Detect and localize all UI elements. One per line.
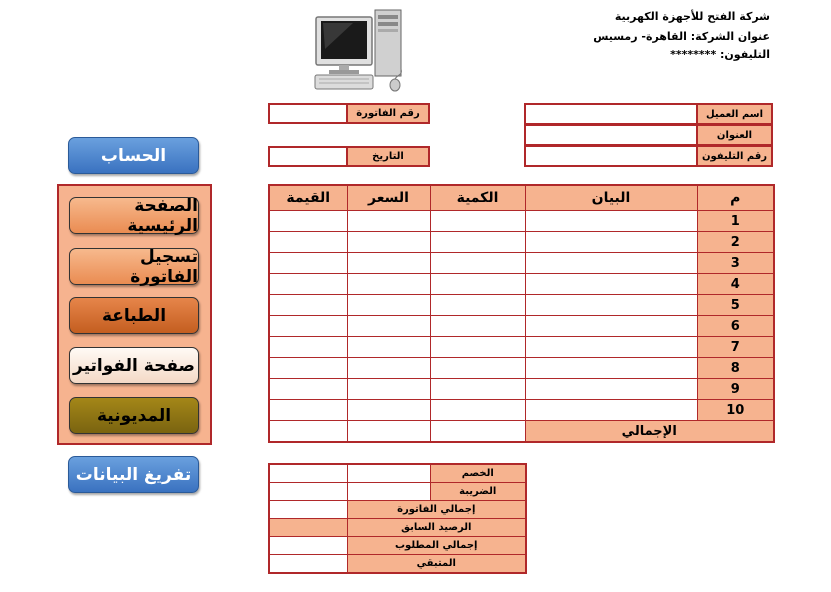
row-number: 10 (697, 400, 774, 421)
date-field[interactable] (268, 146, 348, 167)
row-number: 3 (697, 253, 774, 274)
desc-cell[interactable] (525, 232, 697, 253)
discount-amount-field[interactable] (269, 464, 347, 483)
summary-row (269, 501, 526, 519)
table-row (269, 211, 774, 232)
row-number: 6 (697, 316, 774, 337)
row-number: 7 (697, 337, 774, 358)
discount-value-field[interactable] (347, 464, 430, 483)
invoice-number-field[interactable] (268, 103, 348, 124)
row-number: 5 (697, 295, 774, 316)
value-cell[interactable] (269, 274, 347, 295)
qty-cell[interactable] (430, 274, 525, 295)
header-price: السعر (347, 185, 430, 211)
desc-cell[interactable] (525, 253, 697, 274)
debts-button[interactable]: المديونية (69, 397, 199, 434)
register-invoice-button[interactable]: تسجيل الفاتورة (69, 248, 199, 285)
company-phone: التليفون: ******** (670, 48, 770, 61)
remaining-field[interactable] (269, 555, 347, 574)
value-cell[interactable] (269, 379, 347, 400)
tax-amount-field[interactable] (269, 483, 347, 501)
price-cell[interactable] (347, 211, 430, 232)
tax-label: الضريبة (430, 483, 526, 501)
home-button[interactable]: الصفحة الرئيسية (69, 197, 199, 234)
row-number: 8 (697, 358, 774, 379)
value-cell[interactable] (269, 358, 347, 379)
desc-cell[interactable] (525, 316, 697, 337)
total-price[interactable] (347, 421, 430, 443)
row-number: 1 (697, 211, 774, 232)
value-cell[interactable] (269, 337, 347, 358)
header-value: القيمة (269, 185, 347, 211)
value-cell[interactable] (269, 253, 347, 274)
value-cell[interactable] (269, 232, 347, 253)
invoice-number-label: رقم الفاتورة (346, 103, 430, 124)
phone-field[interactable] (524, 145, 698, 167)
calc-button[interactable]: الحساب (68, 137, 199, 174)
desc-cell[interactable] (525, 379, 697, 400)
invoice-total-label: إجمالي الفاتورة (347, 501, 526, 519)
price-cell[interactable] (347, 316, 430, 337)
summary-row (269, 519, 526, 537)
table-row (269, 400, 774, 421)
company-address: عنوان الشركة: القاهرة- رمسيس (593, 30, 770, 43)
computer-icon (313, 9, 409, 93)
table-row (269, 295, 774, 316)
summary-row (269, 464, 526, 483)
invoice-total-field[interactable] (269, 501, 347, 519)
table-row (269, 274, 774, 295)
client-name-label: اسم العميل (696, 103, 773, 125)
qty-cell[interactable] (430, 316, 525, 337)
value-cell[interactable] (269, 316, 347, 337)
desc-cell[interactable] (525, 400, 697, 421)
total-value[interactable] (269, 421, 347, 443)
header-num: م (697, 185, 774, 211)
print-button[interactable]: الطباعة (69, 297, 199, 334)
qty-cell[interactable] (430, 337, 525, 358)
phone-label: رقم التليفون (696, 145, 773, 167)
qty-cell[interactable] (430, 253, 525, 274)
summary-row (269, 537, 526, 555)
discount-label: الخصم (430, 464, 526, 483)
total-row (269, 421, 774, 443)
clear-data-button[interactable]: تفريغ البيانات (68, 456, 199, 493)
price-cell[interactable] (347, 295, 430, 316)
invoices-page-button[interactable]: صفحة الفواتير (69, 347, 199, 384)
qty-cell[interactable] (430, 295, 525, 316)
value-cell[interactable] (269, 211, 347, 232)
qty-cell[interactable] (430, 400, 525, 421)
table-row (269, 232, 774, 253)
row-number: 9 (697, 379, 774, 400)
price-cell[interactable] (347, 253, 430, 274)
summary-table (268, 463, 527, 574)
qty-cell[interactable] (430, 358, 525, 379)
price-cell[interactable] (347, 232, 430, 253)
address-field[interactable] (524, 124, 698, 146)
qty-cell[interactable] (430, 211, 525, 232)
qty-cell[interactable] (430, 232, 525, 253)
client-name-field[interactable] (524, 103, 698, 125)
price-cell[interactable] (347, 400, 430, 421)
desc-cell[interactable] (525, 337, 697, 358)
prev-balance-field[interactable] (269, 519, 347, 537)
total-due-field[interactable] (269, 537, 347, 555)
desc-cell[interactable] (525, 274, 697, 295)
price-cell[interactable] (347, 274, 430, 295)
desc-cell[interactable] (525, 358, 697, 379)
table-row (269, 253, 774, 274)
remaining-label: المتبقي (347, 555, 526, 574)
total-due-label: إجمالي المطلوب (347, 537, 526, 555)
price-cell[interactable] (347, 358, 430, 379)
items-table (268, 184, 775, 443)
address-label: العنوان (696, 124, 773, 146)
company-name: شركة الفتح للأجهزة الكهربية (614, 10, 770, 23)
desc-cell[interactable] (525, 211, 697, 232)
desc-cell[interactable] (525, 295, 697, 316)
value-cell[interactable] (269, 400, 347, 421)
summary-row (269, 555, 526, 574)
price-cell[interactable] (347, 379, 430, 400)
header-desc: البيان (525, 185, 697, 211)
qty-cell[interactable] (430, 379, 525, 400)
table-header-row (269, 185, 774, 211)
table-row (269, 316, 774, 337)
table-row (269, 358, 774, 379)
total-qty[interactable] (430, 421, 525, 443)
total-label: الإجمالي (525, 421, 774, 443)
row-number: 4 (697, 274, 774, 295)
summary-row (269, 483, 526, 501)
date-label: التاريخ (346, 146, 430, 167)
tax-value-field[interactable] (347, 483, 430, 501)
header-qty: الكمية (430, 185, 525, 211)
table-row (269, 337, 774, 358)
value-cell[interactable] (269, 295, 347, 316)
prev-balance-label: الرصيد السابق (347, 519, 526, 537)
row-number: 2 (697, 232, 774, 253)
table-row (269, 379, 774, 400)
price-cell[interactable] (347, 337, 430, 358)
